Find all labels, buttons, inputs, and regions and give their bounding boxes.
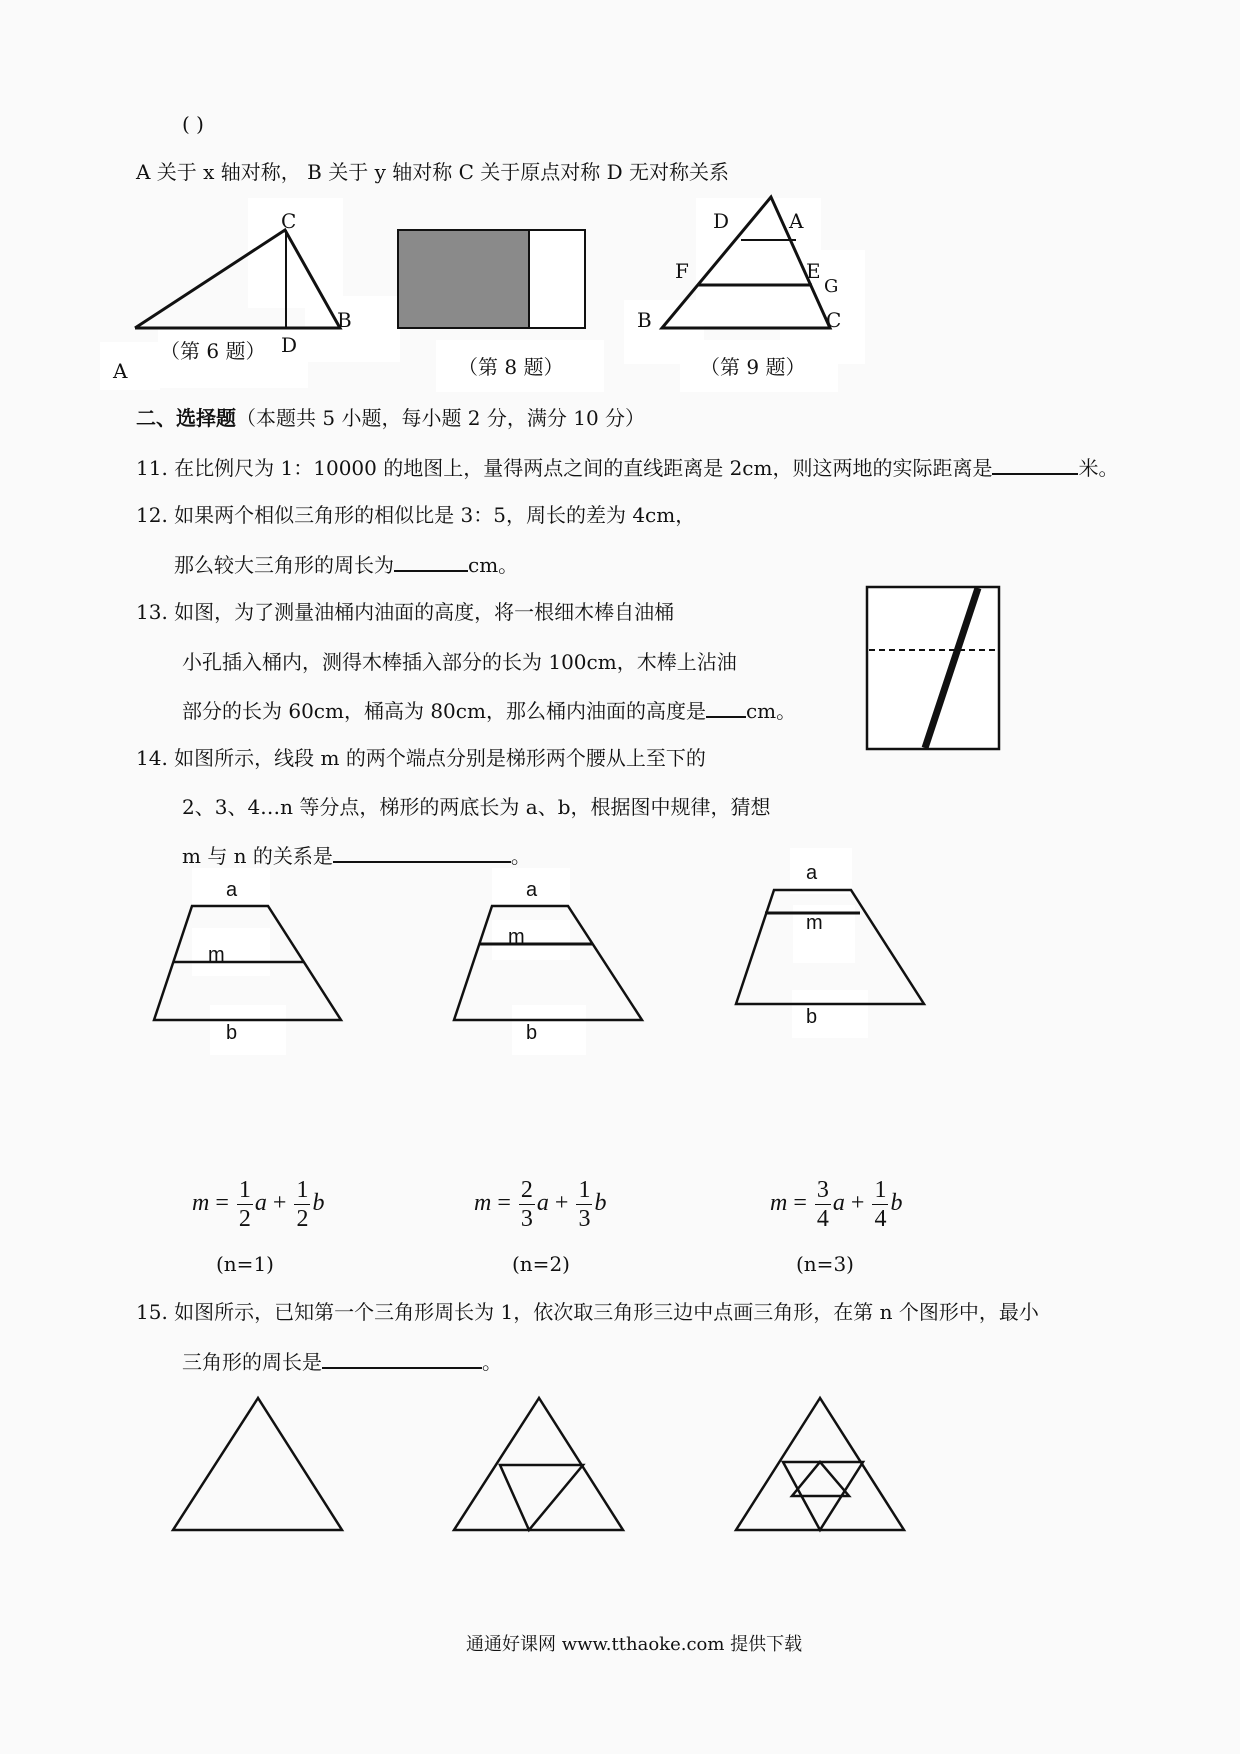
frac-den: 3 [578,1206,591,1232]
q13-text: 部分的长为 60cm，桶高为 80cm，那么桶内油面的高度是 [182,699,706,723]
formula-var-b: b [594,1190,607,1217]
triangle-n3 [736,1398,904,1530]
q15-line1: 15. 如图所示，已知第一个三角形周长为 1，依次取三角形三边中点画三角形，在第 n 个图形中，最小 [136,1300,1039,1324]
trap2-label-b: b [526,1022,538,1044]
trap1-label-a: a [226,879,238,901]
frac-den: 2 [296,1206,309,1232]
formula-n2: m = $\frac{2}{3}$ a + $\frac{1}{3}$ b [474,1177,607,1232]
q13-line2: 小孔插入桶内，测得木棒插入部分的长为 100cm，木棒上沾油 [182,650,737,674]
fig9-caption: （第 9 题） [700,355,806,379]
formula-lhs: m [192,1190,210,1217]
fig9-label-e: E [806,259,821,283]
frac-num: 1 [296,1177,309,1203]
q14-end: 。 [510,844,531,868]
q12-line1: 12. 如果两个相似三角形的相似比是 3：5，周长的差为 4cm， [136,503,696,527]
formula-var-b: b [890,1190,903,1217]
formula-n1: m = $\frac{1}{2}$ a + $\frac{1}{2}$ b [192,1177,325,1232]
q13-line1: 13. 如图，为了测量油桶内油面的高度，将一根细木棒自油桶 [136,600,675,624]
frac-num: 3 [816,1177,829,1203]
q10-options: A 关于 x 轴对称， B 关于 y 轴对称 C 关于原点对称 D 无对称关系 [136,160,729,184]
q14-text: m 与 n 的关系是 [182,844,333,868]
formula-n1-label: (n=1) [216,1252,274,1276]
q15-text: 三角形的周长是 [182,1350,322,1374]
q14-line2: 2、3、4…n 等分点，梯形的两底长为 a、b，根据图中规律，猜想 [182,795,771,819]
trap2-label-a: a [526,879,538,901]
formula-n3-label: (n=3) [796,1252,854,1276]
frac-num: 1 [578,1177,591,1203]
fig6-label-b: B [337,308,352,332]
q12-unit: cm。 [468,553,519,577]
formula-n2-label: (n=2) [512,1252,570,1276]
frac-num: 2 [520,1177,533,1203]
q11-text: 11. 在比例尺为 1：10000 的地图上，量得两点之间的直线距离是 2cm，则这两地的实际距离是 [136,456,993,480]
triangle-n1 [173,1398,342,1530]
trap3-label-a: a [806,862,818,884]
section-title: 二、选择题 [136,406,236,430]
page-footer: 通通好课网 www.tthaoke.com 提供下载 [466,1634,803,1655]
frac-num: 1 [238,1177,251,1203]
q12-text: 那么较大三角形的周长为 [174,553,394,577]
trap1-label-b: b [226,1022,238,1044]
fig9-label-b: B [637,308,652,332]
frac-den: 2 [238,1206,251,1232]
triangle-n2 [454,1398,623,1530]
trap2-label-m: m [508,926,525,948]
fig9-label-a: A [789,209,804,233]
fig8-caption: （第 8 题） [458,355,564,379]
trap3-label-b: b [806,1006,818,1028]
fig9-label-c: C [826,308,842,332]
q14-line1: 14. 如图所示，线段 m 的两个端点分别是梯形两个腰从上至下的 [136,746,706,770]
fig9-label-d: D [713,209,730,233]
frac-den: 4 [874,1206,887,1232]
formula-lhs: m [770,1190,788,1217]
q13-unit: cm。 [745,699,797,723]
fig9-label-g: G [824,276,839,297]
trap1-label-m: m [208,944,225,966]
formula-var-a: a [536,1190,549,1217]
q11-unit: 米。 [1078,456,1119,480]
section-note: （本题共 5 小题，每小题 2 分，满分 10 分） [236,406,646,430]
frac-den: 3 [520,1206,533,1232]
fig6-label-c: C [281,209,297,233]
q15-end: 。 [482,1350,502,1374]
fig6-label-d: D [281,333,298,357]
frac-den: 4 [816,1206,829,1232]
answer-paren: ( ) [182,112,204,136]
formula-var-b: b [312,1190,325,1217]
formula-lhs: m [474,1190,492,1217]
formula-n3: m = $\frac{3}{4}$ a + $\frac{1}{4}$ b [770,1177,903,1232]
formula-var-a: a [254,1190,267,1217]
fig6-label-a: A [113,359,128,383]
fig9-label-f: F [675,259,689,283]
trap3-label-m: m [806,912,823,934]
formula-var-a: a [832,1190,845,1217]
frac-num: 1 [874,1177,887,1203]
fig6-caption: （第 6 题） [160,339,266,363]
